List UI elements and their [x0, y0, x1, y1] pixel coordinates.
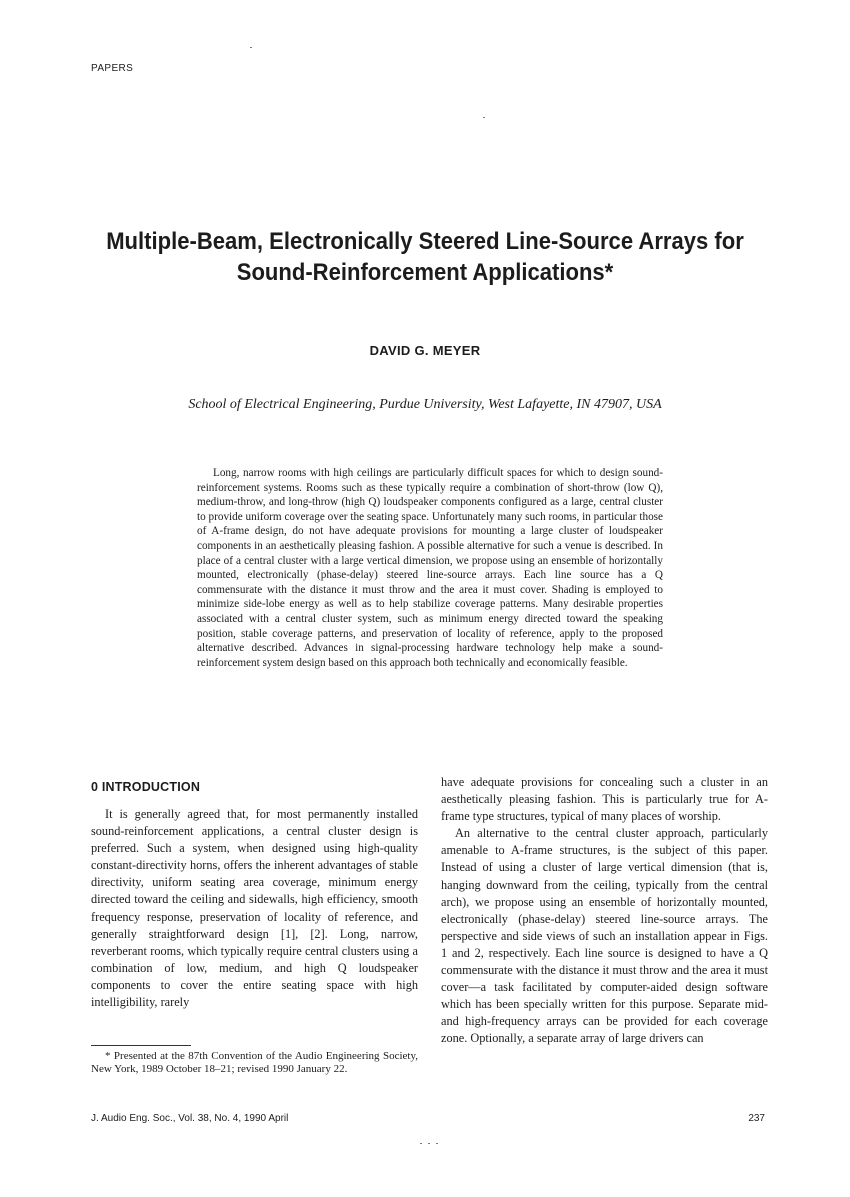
section-heading: 0 INTRODUCTION — [91, 780, 201, 794]
scan-speck — [428, 1143, 430, 1144]
author-name: DAVID G. MEYER — [369, 343, 481, 358]
scan-speck — [420, 1143, 422, 1144]
scan-speck — [250, 47, 252, 48]
scan-speck — [483, 117, 485, 118]
body-paragraph: have adequate provisions for concealing such a cluster in an aesthetically pleasing fashion. This is particularly true for A-frame type structures, typical of many places of worship. — [441, 775, 768, 824]
paper-title: Multiple-Beam, Electronically Steered Line-Source Arrays for Sound-Reinforcement Applications* — [106, 228, 744, 286]
right-column — [441, 774, 768, 1048]
body-paragraph: An alternative to the central cluster approach, particularly amenable to A-frame structures, is the subject of this paper. Instead of using a cluster of large vertical dimension (that is, hanging downward from the ceiling, typically from the central arch), we propose using an ensemble of horizontally mounted, electronically (phase-delay) steered line-source arrays. The perspective and side views of such an installation appear in Figs. 1 and 2, respectively. Each line source is designed to have a Q commensurate with the distance it must throw and the area it must cover—a task facilitated by computer-aided design software which has been specially written for this purpose. Separate mid- and high-frequency arrays can be provided for each coverage zone. Optionally, a separate array of large drivers can — [441, 826, 768, 1046]
left-column — [91, 806, 418, 1011]
section-label: PAPERS — [91, 63, 134, 74]
body-paragraph: It is generally agreed that, for most permanently installed sound-reinforcement applications, a central cluster design is preferred. Such a system, when designed using high-quality constant-directivity horns, offers the inherent advantages of stable directivity, uniform seating area coverage, minimum energy directed toward the ceiling and sidewalls, high efficiency, smooth frequency response, preservation of locality of reference, and generally straightforward design [1], [2]. Long, narrow, reverberant rooms, which typically require central clusters using a combination of low, medium, and high Q loudspeaker components to cover the entire seating space with high intelligibility, rarely — [91, 807, 418, 1010]
footnote: * Presented at the 87th Convention of the Audio Engineering Society, New York, 1989 October 18–21; revised 1990 January 22. — [91, 1050, 418, 1076]
author-affiliation: School of Electrical Engineering, Purdue University, West Lafayette, IN 47907, USA — [188, 397, 662, 412]
page-number: 237 — [748, 1113, 765, 1124]
footnote-rule — [91, 1045, 191, 1046]
scan-speck — [436, 1143, 438, 1144]
journal-citation: J. Audio Eng. Soc., Vol. 38, No. 4, 1990 April — [91, 1113, 289, 1124]
abstract: Long, narrow rooms with high ceilings are particularly difficult spaces for which to design sound-reinforcement systems. Rooms such as these typically require a combination of short-throw (low Q), medium-throw, and long-throw (high Q) loudspeaker components configured as a large, central cluster to provide uniform coverage over the seating space. Unfortunately many such rooms, in particular those of A-frame design, do not have adequate provisions for mounting a large cluster of loudspeaker components in an aesthetically pleasing fashion. A possible alternative for such a venue is described. In place of a central cluster with a large vertical dimension, we propose using an ensemble of horizontally mounted, electronically (phase-delay) steered line-source arrays. Each line source has a Q commensurate with the distance it must throw and the area it must cover. Shading is employed to minimize side-lobe energy as well as to help stabilize coverage patterns. Many desirable properties associated with a central cluster system, such as minimum energy directed toward the speaking position, stable coverage patterns, and preservation of locality of reference, apply to the proposed alternative described. Advances in signal-processing hardware technology help make a sound-reinforcement system design based on this approach both technically and economically feasible. — [197, 467, 663, 669]
